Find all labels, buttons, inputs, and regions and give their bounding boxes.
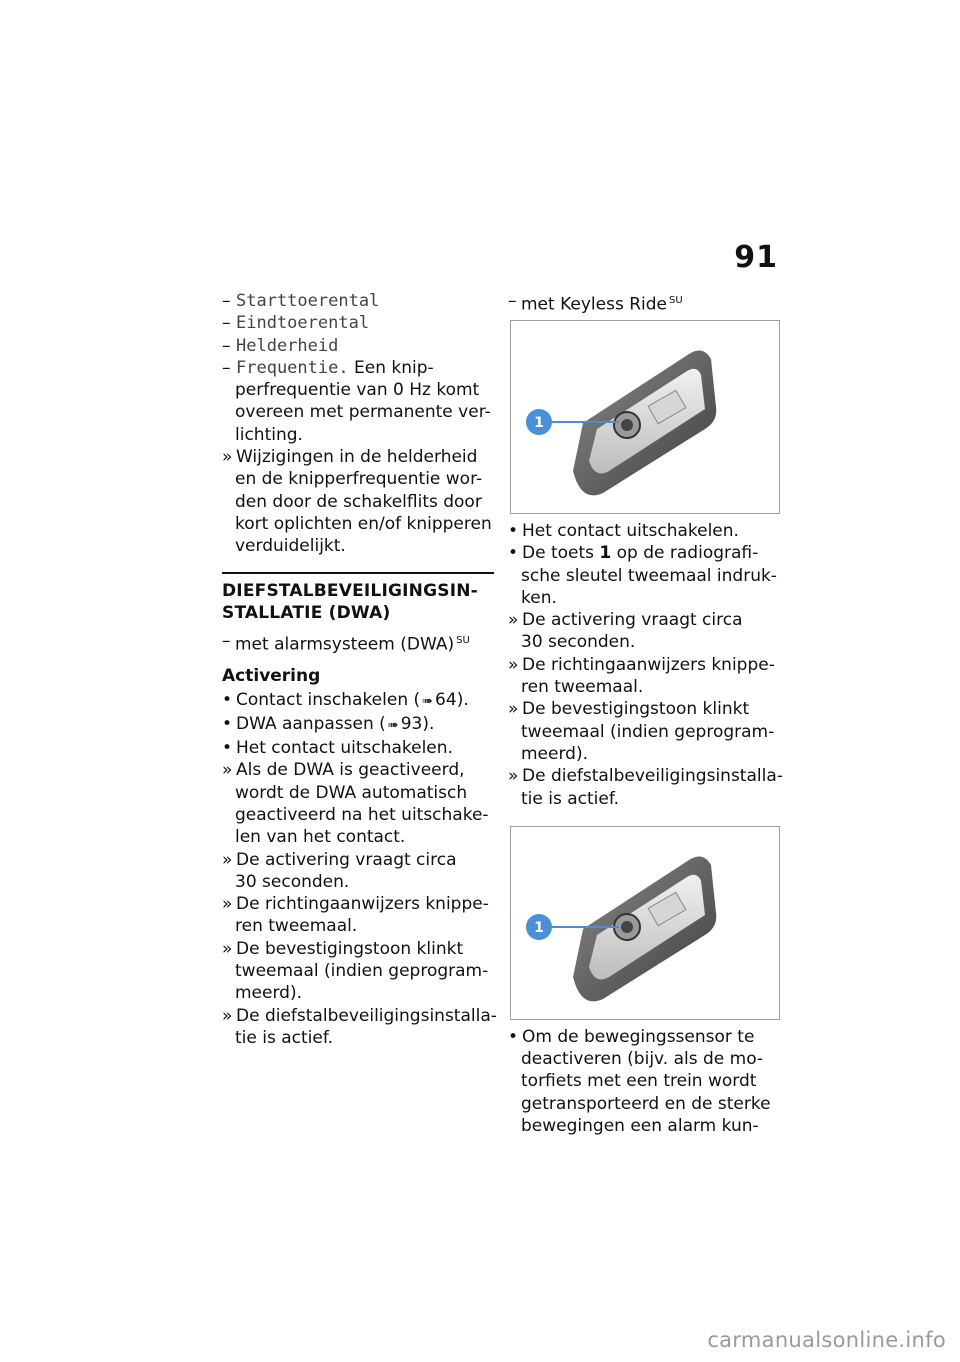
result-icon: »: [222, 1005, 233, 1026]
text-line: verduidelijkt.: [235, 536, 346, 557]
bullet-icon: •: [222, 713, 233, 734]
dash-item: – Starttoerental: [222, 291, 380, 311]
text-line: overeen met permanente ver-: [235, 402, 491, 423]
result-item: » De diefstalbeveiligingsinstalla-: [222, 1005, 497, 1026]
arrow-right-icon: ➠: [422, 693, 434, 709]
text-line: len van het contact.: [235, 827, 406, 848]
page-number: 91: [734, 240, 778, 275]
result-item: » De richtingaanwijzers knippe-: [222, 894, 489, 915]
text-line: lichting.: [235, 424, 303, 445]
text-line: ren tweemaal.: [521, 677, 644, 698]
activation-heading: Activering: [222, 665, 321, 686]
text-line: en de knipperfrequentie wor-: [235, 469, 483, 490]
step-item: • Om de bewegingssensor te: [508, 1026, 755, 1047]
text-line: tweemaal (indien geprogram-: [521, 721, 775, 742]
page-ref-link[interactable]: 93: [400, 713, 423, 734]
step-item: • De toets 1 op de radiografi-: [508, 543, 759, 564]
text-line: ken.: [521, 587, 557, 608]
text-line: tie is actief.: [521, 788, 619, 809]
result-item: » De activering vraagt circa: [508, 610, 743, 631]
callout-number: 1: [534, 414, 544, 431]
key-fob-illustration: [511, 827, 779, 1019]
arrow-right-icon: ➠: [387, 717, 399, 733]
text-line: deactiveren (bijv. als de mo-: [521, 1049, 764, 1070]
section-divider: [222, 572, 494, 574]
result-icon: »: [508, 654, 519, 675]
dash-item: – Eindtoerental: [222, 313, 370, 334]
step-item: • DWA aanpassen ( ➠ 93).: [222, 713, 494, 737]
dash-icon: –: [508, 291, 517, 311]
text-line: meerd).: [235, 983, 302, 1004]
text-line: den door de schakelflits door: [235, 491, 482, 512]
text-line: 30 seconden.: [521, 632, 636, 653]
result-icon: »: [222, 894, 233, 915]
result-icon: »: [508, 766, 519, 787]
text-line: 30 seconden.: [235, 871, 350, 892]
dash-icon: –: [222, 291, 231, 311]
key-fob-figure: [510, 320, 780, 514]
step-item: • Het contact uitschakelen.: [508, 520, 739, 541]
text-line: kort oplichten en/of knipperen: [235, 513, 492, 534]
step-item: • Contact inschakelen ( ➠ 64).: [222, 689, 494, 713]
dash-item: – Frequentie. Een knip-: [222, 357, 434, 378]
text-line: geactiveerd na het uitschake-: [235, 805, 489, 825]
option-line: – met Keyless Ride $^{SU}$: [508, 291, 683, 315]
page-ref-link[interactable]: 64: [435, 689, 457, 710]
text-line: sche sleutel tweemaal indruk-: [521, 565, 777, 586]
result-icon: »: [508, 699, 519, 720]
key-fob-figure: [510, 826, 780, 1020]
bullet-icon: •: [222, 738, 233, 759]
dash-icon: –: [222, 630, 231, 651]
result-icon: »: [222, 938, 233, 959]
text-line: perfrequentie van 0 Hz komt: [235, 380, 480, 401]
callout-number: 1: [534, 919, 544, 936]
dash-item: – Helderheid: [222, 335, 339, 356]
dash-icon: –: [222, 313, 231, 334]
text-line: torfiets met een trein wordt: [521, 1071, 757, 1092]
result-item: » De bevestigingstoon klinkt: [508, 699, 750, 720]
result-icon: »: [222, 849, 233, 870]
section-title: STALLATIE (DWA): [222, 602, 391, 623]
result-item: » Wijzigingen in de helderheid: [222, 447, 478, 468]
result-item: » De activering vraagt circa: [222, 849, 457, 870]
result-item: » De richtingaanwijzers knippe-: [508, 654, 775, 675]
key-fob-illustration: [511, 321, 779, 513]
dash-icon: –: [222, 357, 231, 378]
text-line: tie is actief.: [235, 1027, 333, 1048]
text-line: ren tweemaal.: [235, 916, 358, 937]
result-icon: »: [222, 760, 233, 781]
text-line: getransporteerd en de sterke: [521, 1093, 771, 1114]
result-item: » De bevestigingstoon klinkt: [222, 938, 464, 959]
bullet-icon: •: [508, 543, 519, 564]
text-line: wordt de DWA automatisch: [235, 782, 468, 803]
result-item: » De diefstalbeveiligingsinstalla-: [508, 766, 783, 787]
bullet-icon: •: [222, 689, 233, 710]
right-column: [508, 290, 783, 1137]
watermark: carmanualsonline.info: [707, 1328, 946, 1352]
option-line: – met alarmsysteem (DWA) $^{SU}$: [222, 630, 470, 655]
bullet-icon: •: [508, 1026, 519, 1047]
text-line: meerd).: [521, 743, 588, 764]
left-column: [222, 290, 497, 1049]
result-item: » Als de DWA is geactiveerd,: [222, 760, 465, 781]
step-item: • Het contact uitschakelen.: [222, 738, 453, 759]
dash-icon: –: [222, 335, 231, 356]
bullet-icon: •: [508, 520, 519, 541]
result-icon: »: [508, 610, 519, 631]
text-line: bewegingen een alarm kun-: [521, 1116, 759, 1136]
result-icon: »: [222, 447, 233, 468]
text-line: tweemaal (indien geprogram-: [235, 961, 489, 982]
section-title: DIEFSTALBEVEILIGINGSIN-: [222, 580, 478, 601]
